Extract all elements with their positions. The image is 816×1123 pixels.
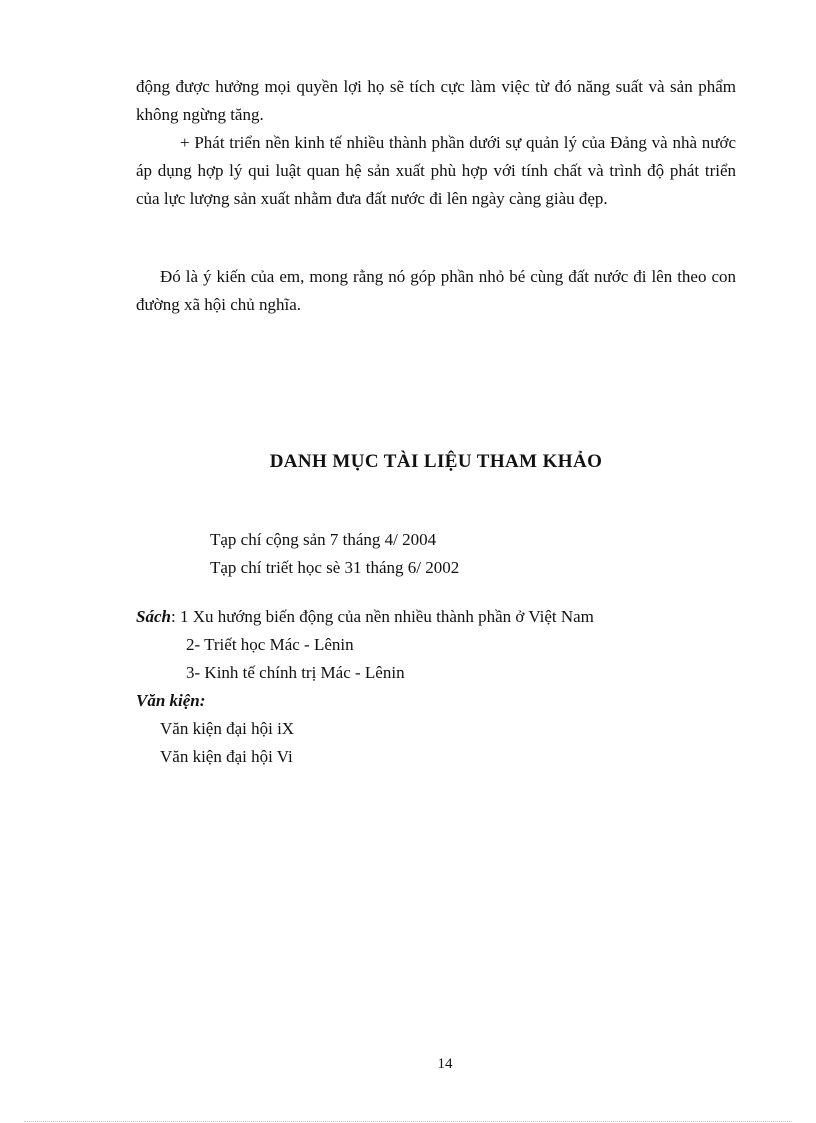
journal-reference: Tạp chí cộng sản 7 tháng 4/ 2004	[210, 530, 437, 549]
book-reference: 2- Triết học Mác - Lênin	[186, 635, 354, 654]
book-reference: 3- Kinh tế chính trị Mác - Lênin	[186, 663, 405, 682]
paragraph-closing: Đó là ý kiến của em, mong rằng nó góp phần nhỏ bé cùng đất nước đi lên theo con đường xã hội chủ nghĩa.	[136, 267, 736, 314]
books-label: Sách	[136, 607, 171, 626]
journal-reference: Tạp chí triết học sè 31 tháng 6/ 2002	[210, 558, 460, 577]
paragraph-continuation: động được hưởng mọi quyền lợi họ sẽ tích cực làm việc từ đó năng suất và sản phẩm không ngừng tăng.	[136, 77, 736, 124]
document-reference: Văn kiện đại hội Vi	[160, 747, 293, 766]
page-bottom-edge	[24, 1121, 792, 1122]
paragraph-point: + Phát triển nền kinh tế nhiều thành phần dưới sự quản lý của Đảng và nhà nước áp dụng hợp lý qui luật quan hệ sản xuất phù hợp với tính chất và trình độ phát triển của lực lượng sản xuất nhằm đưa đất nước đi lên ngày càng giàu đẹp.	[136, 133, 736, 208]
books-line	[136, 603, 594, 631]
document-reference: Văn kiện đại hội iX	[160, 719, 295, 738]
book-reference: : 1 Xu hướng biến động của nền nhiều thành phần ở Việt Nam	[170, 607, 594, 626]
documents-label: Văn kiện:	[136, 691, 206, 710]
page-number: 14	[437, 1056, 453, 1072]
references-heading: DANH MỤC TÀI LIỆU THAM KHẢO	[269, 451, 603, 472]
